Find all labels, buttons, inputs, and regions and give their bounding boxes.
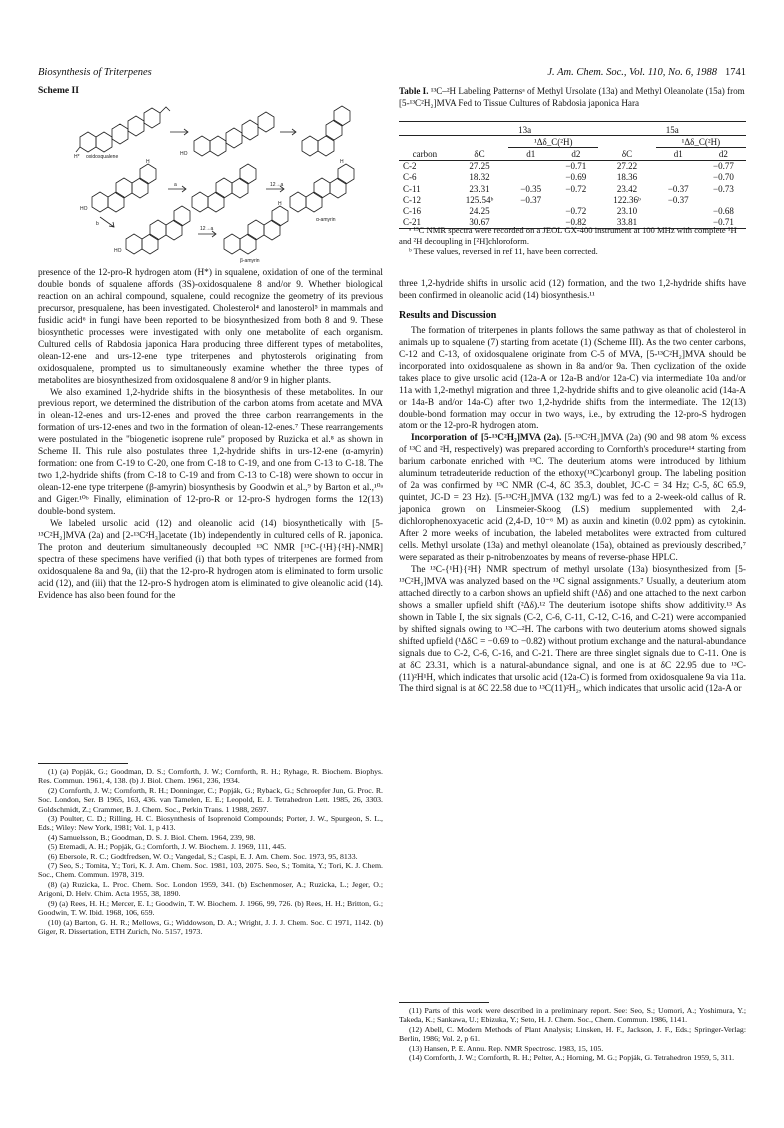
table-cell [656, 160, 701, 172]
table-cell [656, 205, 701, 216]
table-cell: 18.36 [616, 172, 638, 183]
journal-header [547, 67, 746, 78]
table-cell: 122.36ᵇ [613, 194, 641, 205]
body-paragraph: The formation of triterpenes in plants follows the same pathway as that of cholesterol in animals up to squalene (7) starting from acetate (1) (Scheme III). As the two center carbons, C-12 and C-13, of oxidosqualene originate from C-5 of MVA, [5-¹³C²H₂]MVA should be incorporated into oxidosqualene as shown in 8a and/or 9a. Then cyclization of the oxide takes place to give ursolic acid (12a-A or 12a-B and/or 12a-C) via intermediate 10a and/or 11a with 1,2-methyl migration and three 1,2-hydride shifts and to give oleanolic acid (14a-A or 14a-B and/or 14a-C) after two 1,2-hydride shifts from the intermediate. The 12(13) double-bond formation may occur in two ways, i.e., by extruding the 12-pro-S hydrogen atom or the 12-pro-R hydrogen atom. [399, 325, 746, 432]
reference-item: (5) Etemadi, A. H.; Popják, G.; Cornforth, J. W. Biochem. J. 1969, 111, 445. [48, 842, 287, 852]
table-cell: 24.25 [469, 205, 490, 216]
scheme-ii-structures [70, 99, 360, 264]
group-15a-header: 15a [598, 124, 746, 136]
table-footnote-a: ᵃ ¹³C NMR spectra were recorded on a JEOL GX-400 instrument at 100 MHz with complete ¹H and ²H decoupling in [²H]chloroform. [399, 225, 737, 246]
reference-item: (10) (a) Barton, G. H. R.; Mellows, G.; Widdowson, D. A.; Wright, J. J. J. Chem. Soc. C 1971, 1142. (b) Giger, R. Dissertation, ETH Zurich, No. 5157, 1973. [38, 917, 383, 936]
table-cell [508, 205, 553, 216]
table-cell: C-16 [403, 205, 421, 216]
ho-label-2: HO [80, 206, 88, 212]
shift-label-2: 12→a [200, 226, 214, 232]
h-label-1: H [146, 159, 150, 165]
reference-item: (4) Samuelsson, B.; Goodman, D. S. J. Biol. Chem. 1964, 239, 98. [48, 832, 256, 842]
arrow-label-b: b [96, 221, 99, 227]
journal-citation: J. Am. Chem. Soc., Vol. 110, No. 6, 1988 [547, 67, 717, 78]
table-footnote-b: ᵇ These values, reversed in ref 11, have been corrected. [409, 246, 598, 257]
ho-label-3: HO [114, 248, 122, 254]
reference-item: (11) Parts of this work were described in a preliminary report. See: Seo, S.; Uomori, A.; Yoshimura, Y.; Takeda, K.; Sankawa, U.; Ebizuka, Y.; Seto, H. J. Chem. Soc., Chem. Commun. 1986, 1141. [399, 1006, 746, 1025]
scheme-label: Scheme II [38, 86, 79, 96]
column-header: d1 [656, 148, 701, 160]
table-cell: 23.10 [616, 205, 638, 216]
column-header: δC [451, 148, 508, 160]
table-cell: −0.71 [701, 217, 746, 229]
alpha-amyrin-label: α-amyrin [316, 217, 336, 223]
oxidosqualene-label: oxidosqualene [86, 154, 119, 160]
reference-item: (7) Seo, S.; Tomita, Y.; Tori, K. J. Am. Chem. Soc. 1981, 103, 2075. Seo, S.; Tomita, Y.; Tori, K. J. Chem. Soc., Chem. Commun. 1978, 319. [38, 861, 383, 880]
hstar-label: H* [74, 154, 80, 160]
cation-intermediate-2 [302, 106, 350, 156]
reference-item: (12) Abell, C. Modern Methods of Plant Analysis; Linsken, H. F., Jackson, J. F., Eds.; Springer-Verlag: Berlin, 1986; Vol. 2, p 61. [399, 1024, 746, 1044]
table-row [399, 183, 746, 194]
table-caption-text: ¹³C–²H Labeling Patternsᵃ of Methyl Ursolate (13a) and Methyl Oleanolate (15a) from [5-¹³C²H₂]MVA Fed to Tissue Cultures of Rabdosia japonica Hara [399, 86, 745, 108]
body-paragraph: We also examined 1,2-hydride shifts in the biosynthesis of these metabolites. In our previous report, we determined the distribution of the carbon atoms from acetate and MVA in olean-12-enes and urs-12-enes and proved the three carbon rearrangements in the formation of urs-12-enes and two in the formation of olean-12-enes.⁷ These rearrangements were postulated in the "biogenetic isoprene rule" proposed by Ruzicka et al.⁸ as shown in Scheme II. This rule also postulates three 1,2-hydride shifts in urs-12-ene (α-amyrin) formation: one from C-19 to C-20, one from C-18 to C-19, and one from C-13 to C-18. The two 1,2-hydride shifts (from C-18 to C-19 and from C-13 to C-18) were shown to occur in olean-12-ene type triterpene (β-amyrin) biosynthesis by Goodwin et al.,⁹ by Barton et al.,¹⁰ᵃ and Giger.¹⁰ᵇ Finally, elimination of 12-pro-R or 12-pro-S hydrogen forms the 12(13) double-bond system. [38, 387, 383, 518]
table-cell: −0.37 [520, 194, 542, 205]
delta-header-13a: ¹Δδ_C(²H) [508, 136, 598, 148]
table-cell: 125.54ᵇ [465, 194, 494, 205]
delta-header-15a: ¹Δδ_C(²H) [656, 136, 746, 148]
section-heading: Results and Discussion [399, 309, 497, 321]
table-row [399, 172, 746, 183]
paragraph-text: [5-¹³C²H₂]MVA (2a) (90 and 98 atom % excess of ¹³C and ²H, respectively) was prepared according to Cornforth's procedure¹⁴ starting from barium carbonate enriched with ¹³C. The deuterium atoms were introduced by lithium aluminum tetradeuteride reduction of the ethoxy(¹³C)carbonyl group. The labeling position of 2a was confirmed by ¹³C NMR (C-4, δC 35.3, doublet, JC-C = 34 Hz; C-5, δC 65.9, quintet, JC-D = 23 Hz). [5-¹³C²H₂]MVA (132 mg/L) was fed to a 2-week-old callus of R. japonica grown on Linsmeier-Skoog (LS) medium supplemented with 2,4-dichlorophenoxyacetic acid (2,4-D, 10⁻⁶ M) as auxin and kinetin (0.02 ppm) as cytokinin. After 2 more weeks of incubation, the labeled metabolites were extracted from cultured cells. Methyl ursolate (13a) and methyl oleanolate (15a), obtained as previously described,⁷ were separated as their p-nitrobenzoates by means of reverse-phase HPLC. [399, 433, 746, 563]
h-label-2: H [340, 159, 344, 165]
column-header: δC [598, 148, 655, 160]
body-paragraph: The ¹³C-{¹H}{²H} NMR spectrum of methyl ursolate (13a) biosynthesized from [5-¹³C²H₂]MVA was analyzed based on the ¹³C signal assignments.⁷ Usually, a deuterium atom attached directly to a carbon shows an upfield shift (¹Δδ) and one attached to the next carbon shows a smaller upfield shift (²Δδ).¹² The deuterium isotope shifts show additivity.¹³ As shown in Table I, the six signals (C-2, C-6, C-11, C-12, C-16, and C-21) were accompanied by shifted signals owing to ¹³C–²H. The carbons with two deuterium atoms showed signals shifted upfield (¹ΔδC = −0.69 to −0.82) without protium exchange and the natural-abundance signals due to C-2, C-6, C-16, and C-21. There are three singlet signals due to C-11. One is at δC 23.31, which is a natural-abundance signal, and one is at δC 22.95 due to ¹³C-(11)²H¹H, which indicates that ursolic acid (12a-C) is formed from oxidosqualene 9a via 11a. The third signal is at δC 22.58 due to ¹³C(11)²H₂, which indicates that ursolic acid (12a-A or [399, 564, 746, 695]
table-cell: −0.77 [713, 161, 734, 172]
table-cell: 23.31 [469, 183, 490, 194]
table-cell: C-2 [403, 161, 417, 172]
column-header: d1 [508, 148, 553, 160]
table-cell: −0.37 [667, 183, 689, 194]
table-cell [508, 160, 553, 172]
body-paragraph [399, 433, 746, 564]
cation-intermediate-4 [192, 164, 256, 212]
reference-item: (13) Hansen, P. E. Annu. Rep. NMR Spectrosc. 1983, 15, 105. [409, 1043, 604, 1053]
reference-item: (6) Ebersole, R. C.; Godtfredsen, W. O.; Vangedal, S.; Caspi, E. J. Am. Chem. Soc. 1973, 95, 8133. [48, 851, 358, 861]
nmr-table [399, 121, 746, 229]
right-column-text [399, 279, 746, 696]
table-row [399, 194, 746, 205]
table-cell: −0.82 [553, 217, 598, 229]
cation-intermediate-5 [126, 206, 190, 254]
oxidosqualene-structure [76, 107, 170, 152]
column-header: d2 [701, 148, 746, 160]
table-cell: C-12 [403, 194, 421, 205]
page-number: 1741 [725, 67, 746, 78]
table-row [399, 205, 746, 216]
table-cell: 33.81 [598, 217, 655, 229]
body-paragraph: three 1,2-hydride shifts in ursolic acid (12) formation, and the two 1,2-hydride shifts have been confirmed in oleanolic acid (14) biosynthesis.¹¹ [399, 279, 746, 301]
shift-label-1: 12→a [270, 182, 284, 188]
table-cell: −0.70 [713, 172, 734, 183]
run-in-heading: Incorporation of [5-¹³C²H₂]MVA (2a). [411, 433, 562, 444]
references-right [399, 1006, 746, 1062]
table-cell: C-11 [403, 183, 421, 194]
table-cell: 18.32 [469, 172, 490, 183]
column-header: d2 [553, 148, 598, 160]
running-title: Biosynthesis of Triterpenes [38, 67, 152, 78]
table-cell: 27.22 [616, 161, 638, 172]
arrow-label-a: a [174, 182, 177, 188]
beta-amyrin-label: β-amyrin [240, 258, 260, 264]
table-cell: −0.72 [565, 205, 587, 216]
left-column-text [38, 268, 383, 603]
body-paragraph: presence of the 12-pro-R hydrogen atom (H*) in squalene, oxidation of one of the terminal double bonds of squalene affords (3S)-oxidosqualene 8 and/or 9. Whether biological reaction on an achiral compound, squalene, could recognize the geometry of its previous precursor, presqualene, has been investigated. Cholesterol⁴ and lanosterol⁵ in mammals and fusidic acid⁶ in fungi have been reported to be biosynthesized from both 8 and 9. These biosynthetic processes were investigated with only one metabolite of each organism. Cultured cells of Rabdosia japonica Hara producing three different types of metabolites, olean-12-ene and urs-12-ene type triterpenes and phytosterols originating from oxidosqualene, prompted us to simultaneously examine whether the three types of metabolites are biosynthesized from oxidosqualene 8 and/or 9 in higher plants. [38, 268, 383, 386]
table-cell [701, 194, 746, 205]
h-label-3: H [278, 201, 282, 207]
table-cell [656, 172, 701, 183]
table-cell: C-21 [399, 217, 451, 229]
footnote-rule-right [399, 1002, 489, 1003]
table-cell: −0.37 [667, 194, 689, 205]
table-row [399, 160, 746, 172]
table-cell: −0.35 [520, 183, 542, 194]
table-cell: −0.72 [565, 183, 587, 194]
table-cell: 23.42 [616, 183, 638, 194]
table-footnotes [399, 225, 746, 257]
body-paragraph: We labeled ursolic acid (12) and oleanolic acid (14) biosynthetically with [5-¹³C²H₂]MVA (2a) and [2-¹³C²H₃]acetate (1b) independently in cultured cells of R. japonica. The proton and deuterium simultaneously decoupled ¹³C NMR [¹³C-{¹H}{²H}-NMR] spectra of these specimens have verified (i) that both types of triterpenes are formed from oxidosqualene 8a and 9a, (ii) that the 12-pro-R hydrogen atom is eliminated to form ursolic acid (12), and (iii) that the 12-pro-S hydrogen atom is eliminated to give oleanolic acid (14). Evidence has also been found for the [38, 519, 383, 601]
table-cell: −0.69 [565, 172, 587, 183]
beta-amyrin-structure [224, 206, 288, 254]
reference-item: (9) (a) Rees, H. H.; Mercer, E. I.; Goodwin, T. W. Biochem. J. 1966, 99, 726. (b) Rees, H. H.; Britton, G.; Goodwin, T. W. Ibid. 1968, 106, 659. [38, 898, 383, 918]
cation-intermediate-3 [92, 164, 156, 212]
reference-item: (2) Cornforth, J. W.; Cornforth, R. H.; Donninger, C.; Popják, G.; Ryback, G.; Schroepfer Jun, G. Proc. R. Soc. London, Ser. B 1965, 163, 436. van Tamelen, E. E.; Leopold, E. J. Tetrahedron Lett. 1985, 26, 3303. Goldschmidt, Z.; Crammer, B. J. Chem. Soc., Perkin Trans. 1 1988, 2697. [38, 785, 383, 814]
table-cell: C-6 [403, 172, 417, 183]
column-header: carbon [399, 148, 451, 160]
group-13a-header: 13a [451, 124, 599, 136]
reference-item: (1) (a) Popják, G.; Goodman, D. S.; Cornforth, J. W.; Cornforth, R. H.; Ryhage, R. Biochem. Biophys. Res. Commun. 1961, 4, 138. (b) J. Biol. Chem. 1961, 236, 1934. [38, 767, 383, 786]
reference-item: (14) Cornforth, J. W.; Cornforth, R. H.; Pelter, A.; Horning, M. G.; Popják, G. Tetrahedron 1959, 5, 311. [409, 1053, 735, 1063]
alpha-amyrin-structure [290, 164, 354, 212]
table-cell: 27.25 [469, 161, 490, 172]
column-header-row [399, 148, 746, 160]
table-cell: −0.68 [713, 205, 734, 216]
table-cell [553, 194, 598, 205]
table-cell: −0.73 [713, 183, 734, 194]
table-caption [399, 86, 746, 109]
reference-item: (8) (a) Ruzicka, L. Proc. Chem. Soc. London 1959, 341. (b) Eschenmoser, A.; Ruzicka, L.; Jeger, O.; Arigoni, D. Helv. Chim. Acta 1955, 38, 1890. [38, 879, 383, 899]
footnote-rule-left [38, 763, 128, 764]
table-cell: 30.67 [451, 217, 508, 229]
table-caption-label: Table I. [399, 86, 429, 96]
cation-intermediate-1 [194, 112, 274, 156]
references-left [38, 767, 383, 936]
ho-label-1: HO [180, 151, 188, 157]
table-cell [508, 172, 553, 183]
table-cell: −0.71 [565, 161, 587, 172]
reference-item: (3) Poulter, C. D.; Rilling, H. C. Biosynthesis of Isoprenoid Compounds; Porter, J. W., Spurgeon, S. L., Eds.; Wiley: New York, 1981; Vol. 1, p 413. [38, 814, 383, 833]
